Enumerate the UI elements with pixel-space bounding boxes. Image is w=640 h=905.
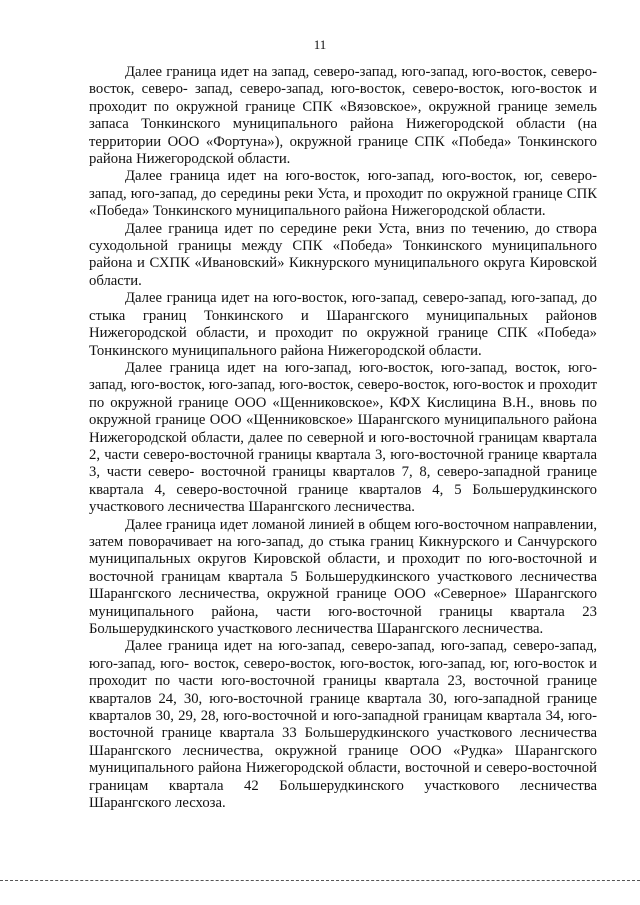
page-bottom-divider	[0, 880, 640, 881]
paragraph: Далее граница идет на юго-запад, северо-запад, юго-запад, северо-запад, юго-запад, юго- восток, северо-восток, юго-восток, юго-запад, юг, юго-восток и проходит по части юго-восточной границы квартала 23, восточной границе кварталов 24, 30, юго-восточной границе квартала 30, юго-западной границе кварталов 30, 29, 28, юго-восточной и юго-западной границам квартала 34, юго-восточной границе квартала 33 Большерудкинского участкового лесничества Шарангского лесничества, окружной границе ООО «Рудка» Шарангского муниципального района Нижегородской области, восточной и северо-восточной границам квартала 42 Большерудкинского участкового лесничества Шарангского лесхоза.	[89, 638, 597, 812]
document-body	[89, 64, 597, 812]
paragraph: Далее граница идет по середине реки Уста, вниз по течению, до створа суходольной границы между СПК «Победа» Тонкинского муниципального района и СХПК «Ивановский» Кикнурского муниципального округа Кировской области.	[89, 220, 597, 289]
paragraph: Далее граница идет на юго-восток, юго-запад, юго-восток, юг, северо-запад, юго-запад, до середины реки Уста, и проходит по окружной границе СПК «Победа» Тонкинского муниципального района Нижегородской области.	[89, 168, 597, 220]
paragraph: Далее граница идет на юго-запад, юго-восток, юго-запад, восток, юго-запад, юго-восток, юго-запад, юго-восток, северо-восток, юго-восток и проходит по окружной границе ООО «Щенниковское», КФХ Кислицина В.Н., вновь по окружной границе ООО «Щенниковское» Шарангского муниципального района Нижегородской области, далее по северной и юго-восточной границам квартала 2, части северо-восточной границы квартала 3, юго-восточной границе квартала 3, части северо- восточной границы кварталов 7, 8, северо-западной границе квартала 4, северо-восточной границе кварталов 4, 5 Большерудкинского участкового лесничества Шарангского лесничества.	[89, 359, 597, 516]
paragraph: Далее граница идет на юго-восток, юго-запад, северо-запад, юго-запад, до стыка границ Тонкинского и Шарангского муниципальных районов Нижегородской области, и проходит по окружной границе СПК «Победа» Тонкинского муниципального района Нижегородской области.	[89, 290, 597, 359]
paragraph: Далее граница идет на запад, северо-запад, юго-запад, юго-восток, северо-восток, северо- запад, северо-запад, юго-восток, северо-восток, юго-восток и проходит по окружной границе СПК «Вязовское», окружной границе земель запаса Тонкинского муниципального района Нижегородской области (на территории ООО «Фортуна»), окружной границе СПК «Победа» Тонкинского района Нижегородской области.	[89, 64, 597, 168]
page-number: 11	[313, 37, 327, 52]
paragraph: Далее граница идет ломаной линией в общем юго-восточном направлении, затем поворачивает на юго-запад, до стыка границ Кикнурского и Санчурского муниципальных округов Кировской области, и проходит по юго-восточной и восточной границам квартала 5 Большерудкинского участкового лесничества Шарангского лесничества, окружной границе ООО «Северное» Шарангского муниципального района, части юго-восточной границы квартала 23 Большерудкинского участкового лесничества Шарангского лесничества.	[89, 516, 597, 637]
